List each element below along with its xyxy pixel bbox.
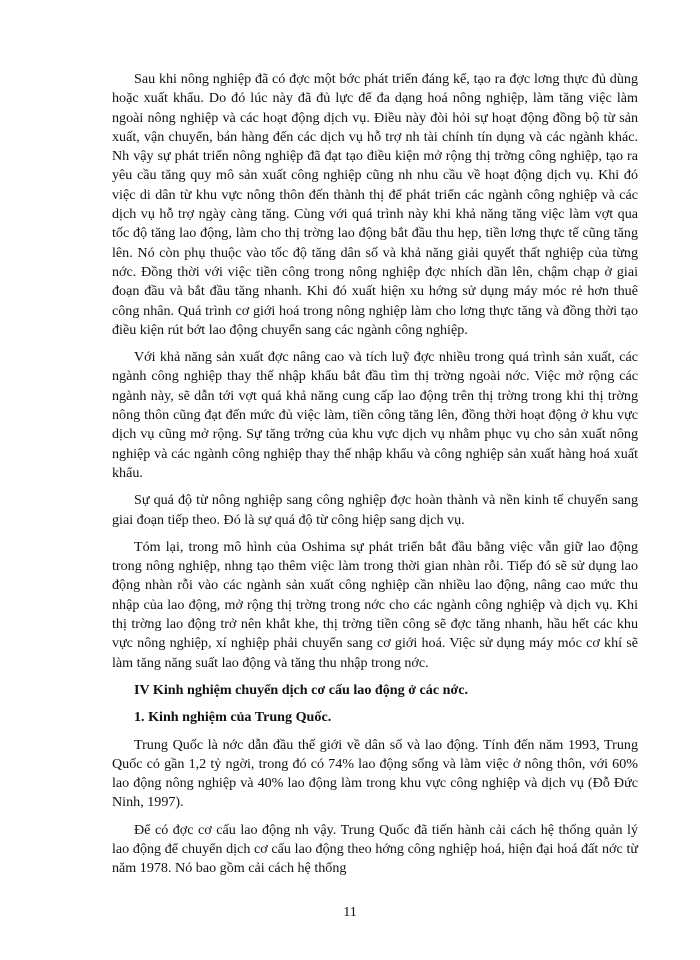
paragraph-transition: Sự quá độ từ nông nghiệp sang công nghiệp đợc hoàn thành và nền kinh tế chuyển sang giai đoạn tiếp theo. Đó là sự quá độ từ công hiệp sang dịch vụ. (112, 492, 638, 528)
paragraph-china-reform: Để có đợc cơ cấu lao động nh vậy. Trung Quốc đã tiến hành cải cách hệ thống quản lý lao động để chuyển dịch cơ cấu lao động theo hớng công nghiệp hoá, hiện đại hoá đất nớc từ năm 1978. Nó bao gồm cải cách hệ thống (112, 821, 638, 877)
paragraph-china-population: Trung Quốc là nớc dẫn đầu thế giới về dân số và lao động. Tính đến năm 1993, Trung Quốc có gần 1,2 tỷ ngời, trong đó có 74% lao động sống và làm việc ở nông thôn, với 60% lao động nông nghiệp và 40% lao động làm trong khu vực công nghiệp và dịch vụ (Đỗ Đức Ninh, 1997). (112, 736, 638, 811)
document-body (112, 70, 638, 887)
paragraph-oshima-summary: Tóm lại, trong mô hình của Oshima sự phát triển bắt đầu bằng việc vẫn giữ lao động trong nông nghiệp, nhng tạo thêm việc làm trong thời gian nhàn rỗi. Tiếp đó sẽ sử dụng lao động nhàn rỗi vào các ngành sản xuất công nghiệp cần nhiều lao động, nâng cao mức thu nhập của lao động, mở rộng thị trờng trong nớc cho các ngành công nghiệp và dịch vụ. Khi thị trờng lao động trở nên khắt khe, thị trờng tiền công sẽ đợc tăng nhanh, hầu hết các khu vực nông nghiệp, xí nghiệp phải chuyển sang cơ giới hoá. Việc sử dụng máy móc cơ khí sẽ làm tăng năng suất lao động và tăng thu nhập trong nớc. (112, 538, 638, 671)
section-heading: IV Kinh nghiệm chuyển dịch cơ cấu lao động ở các nớc. (134, 681, 469, 698)
paragraph-production-capacity: Với khả năng sản xuất đợc nâng cao và tích luỹ đợc nhiều trong quá trình sản xuất, các ngành công nghiệp thay thế nhập khẩu bắt đầu tìm thị trờng ngoài nớc. Việc mở rộng các ngành này, sẽ dẫn tới vợt quá khả năng cung cấp lao động trên thị trờng trong khi thị trờng nông thôn cũng đạt đến mức đủ việc làm, tiền công tăng lên, đồng thời hoạt động ở khu vực dịch vụ cũng mở rộng. Sự tăng trởng của khu vực dịch vụ nhằm phục vụ cho sản xuất nông nghiệp và các ngành công nghiệp thay thế nhập khẩu và công nghiệp sản xuất hàng hoá xuất khẩu. (112, 349, 638, 481)
paragraph-agriculture-development: Sau khi nông nghiệp đã có đợc một bớc phát triển đáng kể, tạo ra đợc lơng thực đủ dùng hoặc xuất khẩu. Do đó lúc này đã đủ lực để đa dạng hoá nông nghiệp, làm tăng việc làm ngoài nông nghiệp và các hoạt động dịch vụ. Điều này đòi hỏi sự hoạt động đồng bộ từ sản xuất, vận chuyển, bán hàng đến các dịch vụ hỗ trợ nh tài chính tín dụng và các ngành khác. Nh vậy sự phát triển nông nghiệp đã đạt tạo điều kiện mở rộng thị trờng công nghiệp, tạo ra yêu cầu tăng quy mô sản xuất công nghiệp cũng nh nhu cầu về hoạt động dịch vụ. Khi đó việc di dân từ khu vực nông thôn đến thành thị để phát triển các ngành công nghiệp và các dịch vụ hỗ trợ ngày càng tăng. Cùng với quá trình này khi khả năng tăng việc làm vợt qua tốc độ tăng lao động, làm cho thị trờng lao động bắt đầu thu hẹp, tiền lơng thực tế cũng tăng lên. Nó còn phụ thuộc vào tốc độ tăng dân số và khả năng giải quyết thất nghiệp của từng nớc. Đồng thời với việc tiền công trong nông nghiệp đợc nhích dần lên, chậm chạp ở giai đoạn đầu và bắt đầu tăng nhanh. Khi đó xuất hiện xu hớng sử dụng máy móc rẻ hơn thuê công nhân. Quá trình cơ giới hoá trong nông nghiệp làm cho lơng thực tăng và đồng thời tạo điều kiện rút bớt lao động chuyển sang các ngành công nghiệp. (112, 71, 638, 338)
sub-heading: 1. Kinh nghiệm của Trung Quốc. (134, 709, 332, 726)
page-number: 11 (343, 904, 357, 920)
